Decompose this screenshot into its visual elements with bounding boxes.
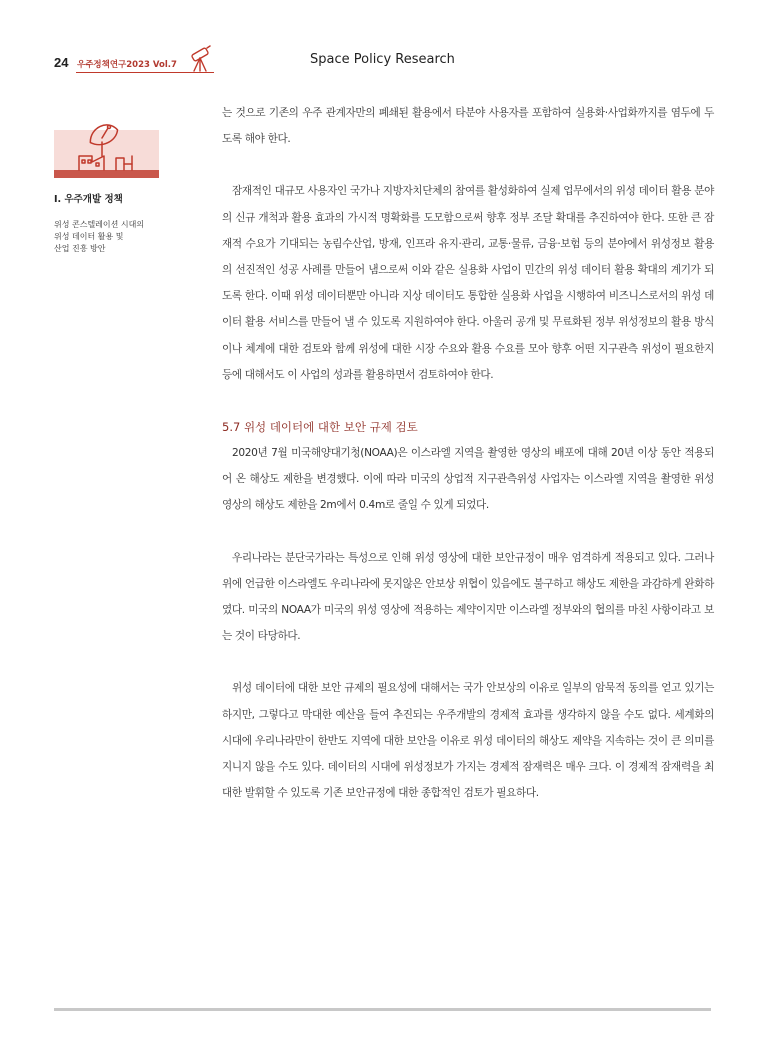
paragraph: 잠재적인 대규모 사용자인 국가나 지방자치단체의 참여를 활성화하여 실제 업무에서의 위성 데이터 활용 분야의 신규 개척과 활용 효과의 가시적 명확화를 도모함으로써 향후 정부 조달 확대를 추진하여야 한다. 또한 큰 잠재적 수요가 기대되는 농림수산업, 방재, 인프라 유지·관리, 교통·물류, 금융·보험 등의 분야에서 위성정보 활용의 선진적인 성공 사례를 만들어 냄으로써 이와 같은 실용화 사업이 민간의 위성 데이터 활용 확대의 계기가 되도록 한다. 이때 위성 데이터뿐만 아니라 지상 데이터도 통합한 실용화 사업을 시행하여 비즈니스로서의 위성 데이터 활용 서비스를 만들어 낼 수 있도록 지원하여야 한다. 아울러 공개 및 무료화된 정부 위성정보의 활용 방식이나 체계에 대한 검토와 함께 위성에 대한 시장 수요와 활용 수요를 모아 향후 어떤 지구관측 위성이 필요한지 등에 대해서도 이 사업의 성과를 활용하면서 검토하여야 한다. <box>222 185 714 381</box>
journal-series: 우주정책연구2023 Vol.7 <box>77 60 177 70</box>
paragraph: 2020년 7월 미국해양대기청(NOAA)은 이스라엘 지역을 촬영한 영상의 배포에 대해 20년 이상 동안 적용되어 온 해상도 제한을 변경했다. 이에 따라 미국의 상업적 지구관측위성 사업자는 이스라엘 지역을 촬영한 위성 영상의 해상도 제한을 2m에서 0.4m로 줄일 수 있게 되었다. <box>222 447 714 512</box>
body-text <box>222 100 714 806</box>
paragraph: 우리나라는 분단국가라는 특성으로 인해 위성 영상에 대한 보안규정이 매우 엄격하게 적용되고 있다. 그러나 위에 언급한 이스라엘도 우리나라에 못지않은 안보상 위협이 있음에도 불구하고 해상도 제한을 과감하게 완화하였다. 미국의 NOAA가 미국의 위성 영상에 적용하는 제약이지만 이스라엘 정부와의 협의를 마친 사항이라고 보는 것이 타당하다. <box>222 551 714 643</box>
footer-rule <box>54 1008 711 1011</box>
sidebar-subtitle-line: 위성 콘스텔레이션 시대의 <box>54 220 145 229</box>
paragraph: 위성 데이터에 대한 보안 규제의 필요성에 대해서는 국가 안보상의 이유로 일부의 암묵적 동의를 얻고 있기는 하지만, 그렇다고 막대한 예산을 들여 추진되는 우주개발의 경제적 효과를 생각하지 않을 수도 없다. 세계화의 시대에 우리나라만이 한반도 지역에 대한 보안을 이유로 위성 데이터의 해상도 제약을 지속하는 것이 큰 의미를 지니지 않을 수도 있다. 데이터의 시대에 위성정보가 가지는 경제적 잠재력은 매우 크다. 이 경제적 잠재력을 최대한 발휘할 수 있도록 기존 보안규정에 대한 종합적인 검토가 필요하다. <box>222 682 714 800</box>
sidebar-subtitle-line: 산업 진흥 방안 <box>54 244 106 253</box>
paragraph: 는 것으로 기존의 우주 관계자만의 폐쇄된 활용에서 타분야 사용자를 포함하여 실용화·사업화까지를 염두에 두도록 해야 한다. <box>222 107 714 146</box>
publication-title: Space Policy Research <box>310 52 455 67</box>
sidebar-subtitle <box>54 219 174 255</box>
satellite-dish-factory-icon <box>54 120 159 178</box>
page-number: 24 <box>54 55 69 70</box>
telescope-icon <box>187 45 213 73</box>
sidebar-section-title: I. 우주개발 정책 <box>54 194 123 205</box>
sidebar-subtitle-line: 위성 데이터 활용 및 <box>54 232 124 241</box>
section-heading: 5.7 위성 데이터에 대한 보안 규제 검토 <box>222 420 418 435</box>
